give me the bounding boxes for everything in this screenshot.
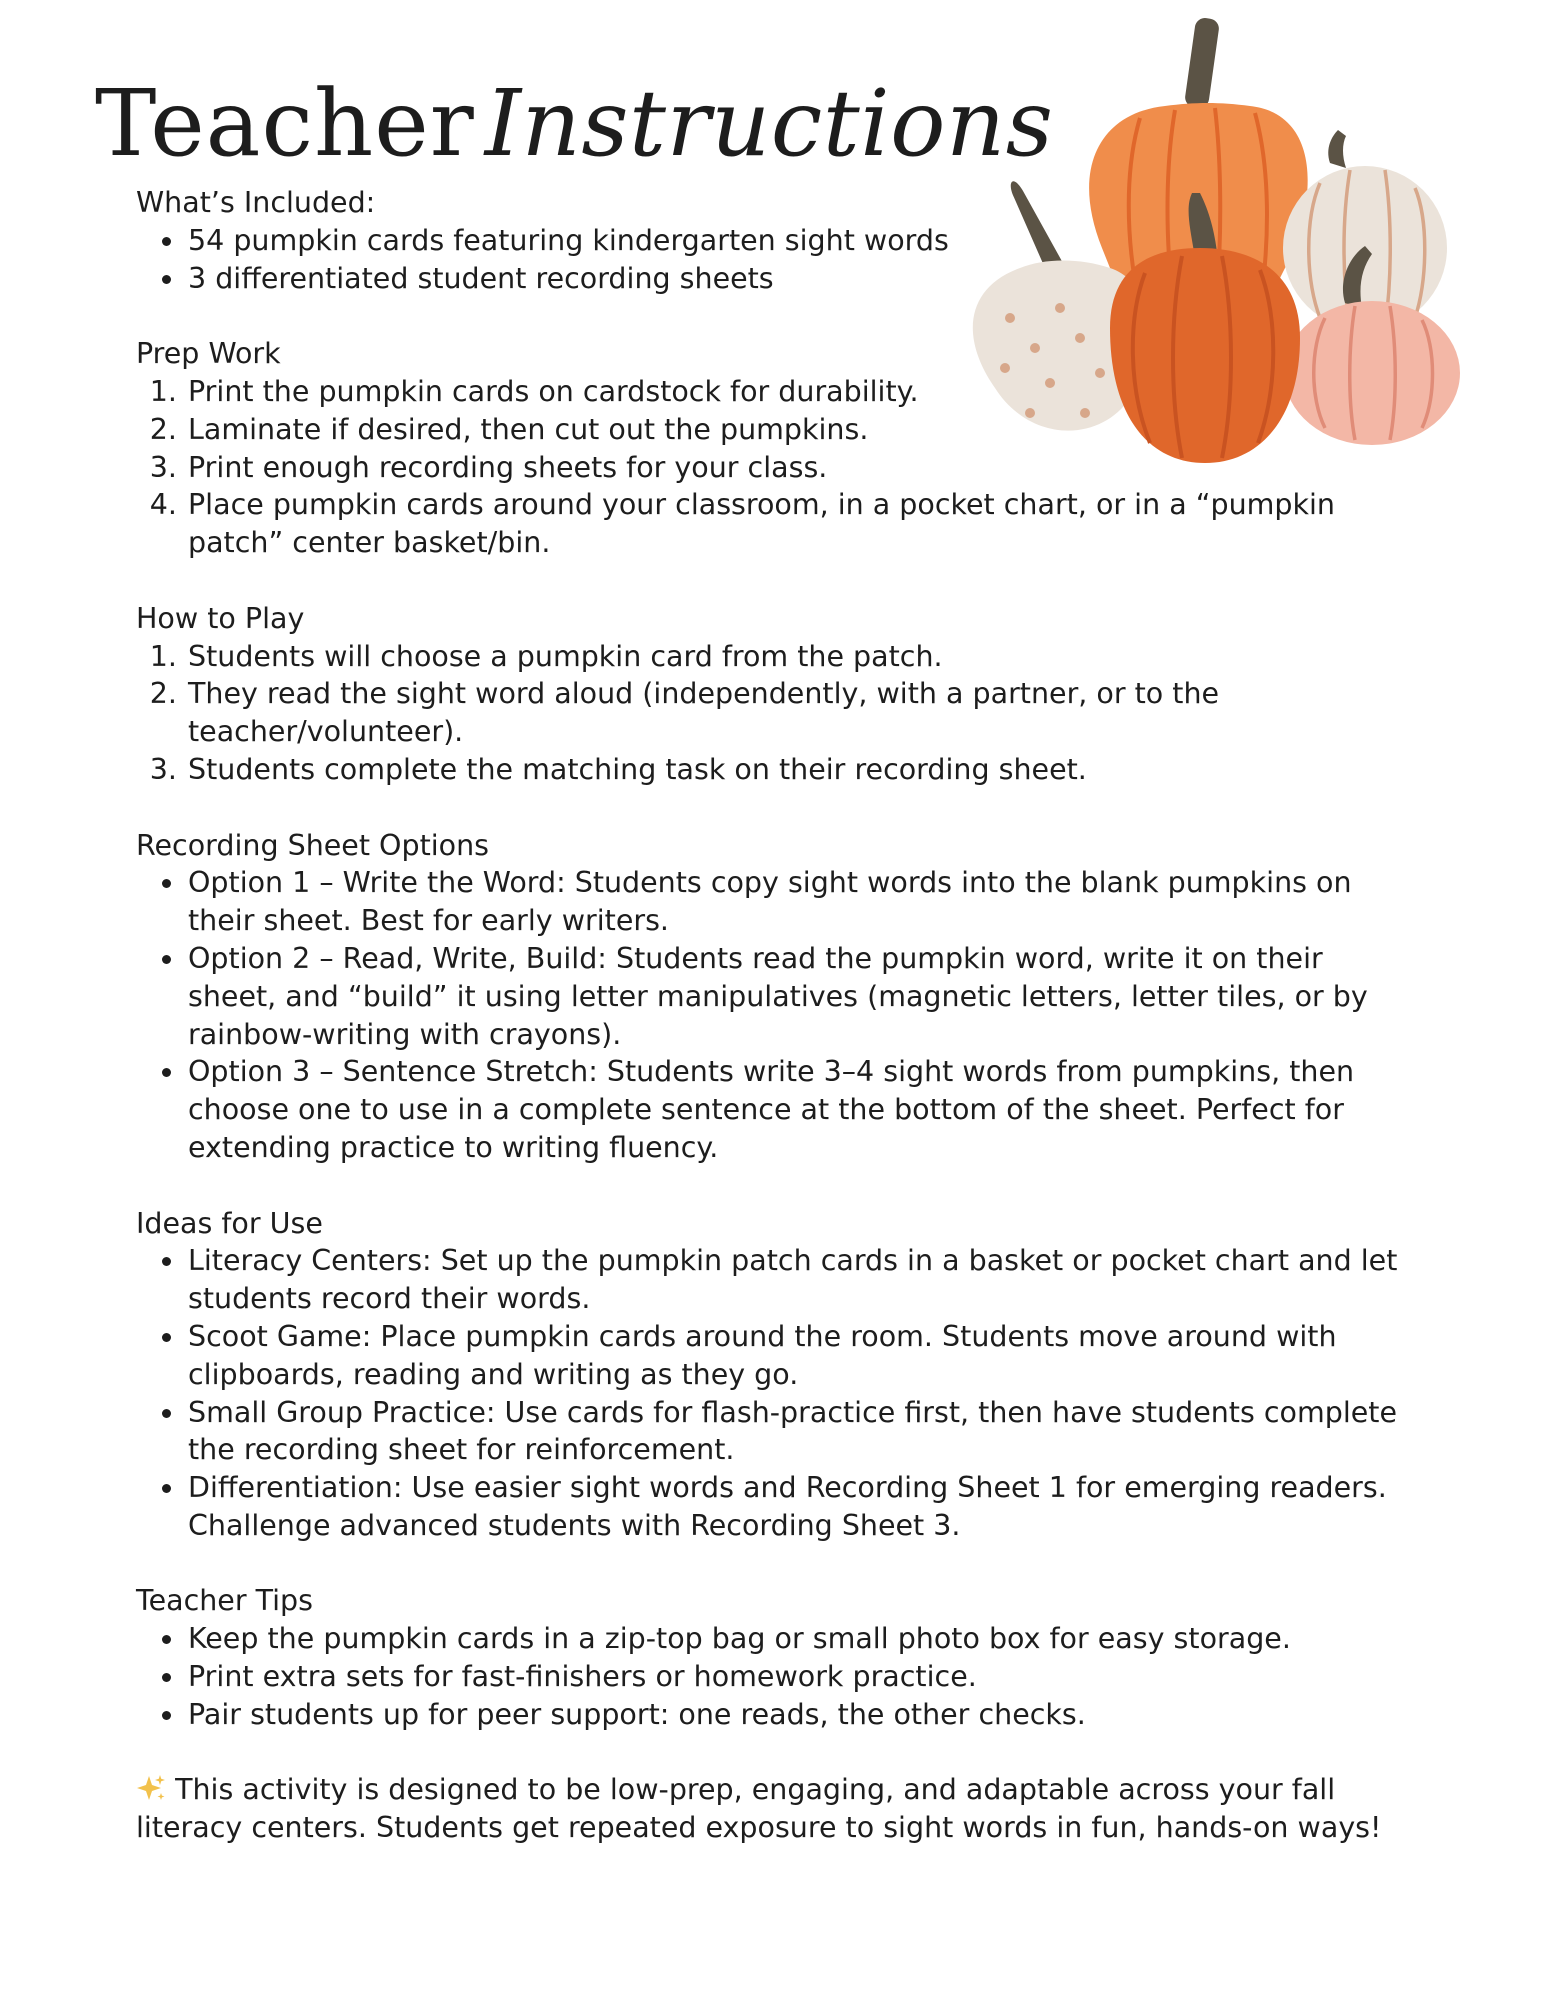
section-heading: Prep Work [136,337,281,371]
sparkle-icon [136,1774,166,1802]
list-item: • Scoot Game: Place pumpkin cards around the room. Students move around with clipboards, reading and writing as they go. [186,1318,1398,1394]
list-item: • Option 2 – Read, Write, Build: Students read the pumpkin word, write it on their sheet, and “build” it using letter manipulatives (magnetic letters, letter tiles, or by rainbow-writing with crayons). [186,940,1398,1053]
list-item: • 54 pumpkin cards featuring kindergarten sight words [186,222,1436,260]
list-item: • Print extra sets for fast-finishers or homework practice. [186,1658,1398,1696]
section-heading: What’s Included: [136,186,376,219]
list-item: • Option 1 – Write the Word: Students copy sight words into the blank pumpkins on their sheet. Best for early writers. [186,864,1398,940]
list-item: • Option 3 – Sentence Stretch: Students write 3–4 sight words from pumpkins, then choose one to use in a complete sentence at the bottom of the sheet. Perfect for extending practice to writing fluency. [186,1053,1398,1166]
play-list [136,638,1436,789]
section-recording-sheet-options [136,827,1436,1167]
list-item: 4. Place pumpkin cards around your classroom, in a pocket chart, or in a “pumpkin patch” center basket/bin. [186,486,1398,562]
section-ideas-for-use [136,1205,1436,1545]
section-heading: Teacher Tips [136,1584,313,1618]
list-item: 1. Students will choose a pumpkin card from the patch. [186,638,1398,676]
list-item: • Literacy Centers: Set up the pumpkin patch cards in a basket or pocket chart and let students record their words. [186,1242,1398,1318]
closing-note [136,1771,1436,1847]
instructions-content [136,184,1436,1847]
list-item: 3. Students complete the matching task on their recording sheet. [186,751,1398,789]
section-heading: Recording Sheet Options [136,828,490,862]
list-item: • Keep the pumpkin cards in a zip-top bag or small photo box for easy storage. [186,1620,1398,1658]
title-word-instructions: Instructions [484,70,1054,177]
list-item: 1. Print the pumpkin cards on cardstock for durability. [186,373,1398,411]
list-item: • Pair students up for peer support: one reads, the other checks. [186,1696,1398,1734]
section-prep-work [136,335,1436,562]
page-title [95,70,1054,177]
section-whats-included [136,184,1436,297]
closing-text: This activity is designed to be low-prep, engaging, and adaptable across your fall literacy centers. Students get repeated exposure to sight words in fun, hands-on ways! [136,1773,1382,1845]
section-teacher-tips [136,1582,1436,1733]
section-how-to-play [136,600,1436,789]
options-list [136,864,1436,1166]
ideas-list [136,1242,1436,1544]
list-item: 2. Laminate if desired, then cut out the pumpkins. [186,411,1398,449]
section-heading: Ideas for Use [136,1206,323,1240]
included-list [136,222,1436,298]
title-word-teacher: Teacher [95,70,475,177]
list-item: • 3 differentiated student recording sheets [186,260,1436,298]
list-item: 3. Print enough recording sheets for your class. [186,449,1398,487]
list-item: 2. They read the sight word aloud (independently, with a partner, or to the teacher/volunteer). [186,675,1398,751]
list-item: • Differentiation: Use easier sight words and Recording Sheet 1 for emerging readers. Challenge advanced students with Recording Sheet 3. [186,1469,1398,1545]
tips-list [136,1620,1436,1733]
list-item: • Small Group Practice: Use cards for flash-practice first, then have students complete the recording sheet for reinforcement. [186,1394,1398,1470]
section-heading: How to Play [136,601,305,635]
prep-list [136,373,1436,562]
